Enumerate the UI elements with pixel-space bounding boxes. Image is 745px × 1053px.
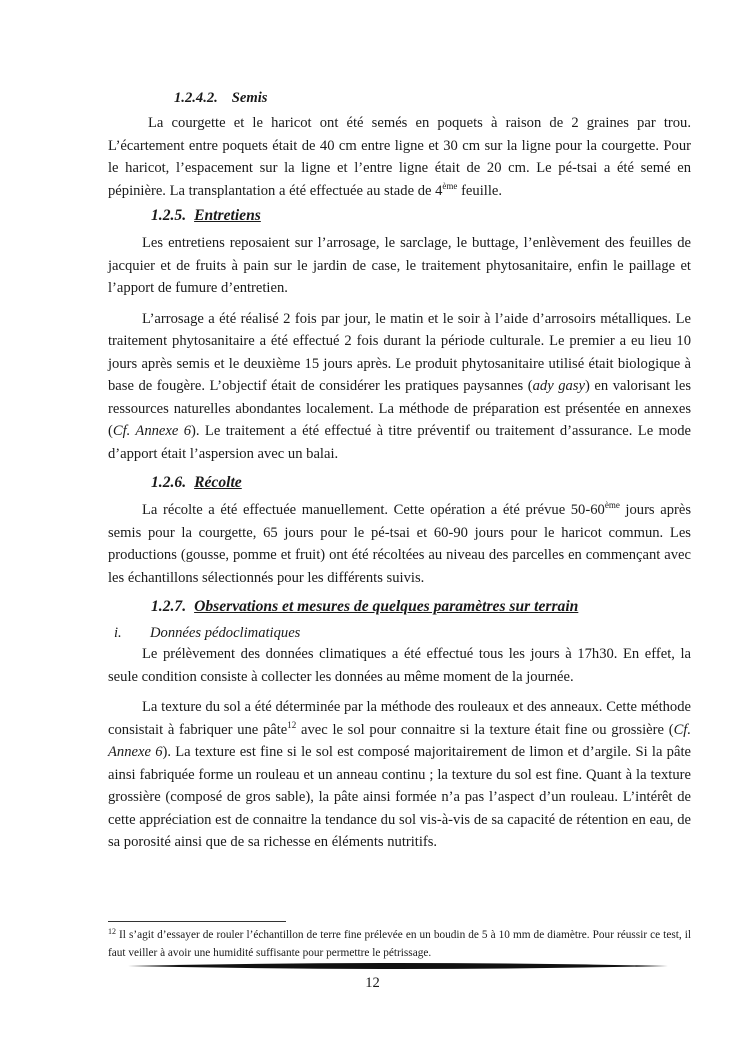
text-run: La texture du sol a été déterminée par la méthode des rouleaux et des anneaux. Cette méthode consistait à fabriquer une pâte	[108, 699, 691, 738]
section-heading-1-2-7	[151, 595, 691, 619]
section-title: Récolte	[194, 474, 242, 491]
section-heading-1-2-5	[151, 204, 691, 228]
footer-swoosh-divider	[128, 961, 668, 971]
section-title: Observations et mesures de quelques paramètres sur terrain	[194, 598, 579, 615]
subheading-title: Données pédoclimatiques	[150, 625, 301, 641]
text-run: La courgette et le haricot ont été semés en poquets à raison de 2 graines par trou. L’écartement entre poquets était de 40 cm entre ligne et 30 cm sur la ligne pour la courgette. Pour le haricot, l’espacement sur la ligne et l’entre ligne était de 20 cm. Le pé-tsai a été semé en pépinière. La transplantation a été effectuée au stade de 4	[108, 115, 691, 199]
paragraph-donnees-1: Le prélèvement des données climatiques a été effectué tous les jours à 17h30. En effet, la seule condition consiste à collecter les données au même moment de la journée.	[108, 646, 691, 685]
page-number: 12	[365, 975, 380, 991]
text-run: L’arrosage a été réalisé 2 fois par jour, le matin et le soir à l’aide d’arrosoirs métalliques. Le traitement phytosanitaire a été effectué 2 fois durant la période culturale. Le premier a eu lieu 10 jours après semis et le deuxième 15 jours après. Le produit phytosanitaire utilisé était biologique à base de fougère. L’objectif était de considérer les pratiques paysannes (	[108, 310, 691, 394]
paragraph-recolte	[108, 499, 691, 589]
paragraph-donnees-2	[108, 696, 691, 854]
text-run: avec le sol pour connaitre si la texture était fine ou grossière (	[296, 721, 674, 738]
subheading-donnees-pedoclimatiques	[114, 623, 691, 643]
section-number: 1.2.5.	[151, 207, 187, 224]
footnote	[108, 926, 691, 962]
footnote-number: 12	[108, 927, 116, 936]
text-run: ). La texture est fine si le sol est composé majoritairement de limon et d’argile. Si la pâte ainsi fabriquée forme un rouleau et un anneau continu ; la texture du sol est fine. Quant à la texture grossière (composé de gros sable), la pâte ainsi formée n’a pas l’aspect d’un rouleau. L’intérêt de cette appréciation est de connaitre la tendance du sol vis-à-vis de sa capacité de rétention en eau, de sa porosité ainsi que de sa richesse en éléments nutritifs.	[108, 744, 691, 850]
section-title: Entretiens	[194, 207, 261, 224]
italic-run: ady gasy	[532, 378, 585, 394]
paragraph-semis	[108, 112, 691, 202]
section-title: Semis	[231, 90, 268, 106]
superscript: ème	[604, 500, 620, 510]
footnote-separator	[108, 921, 286, 922]
section-heading-1-2-6	[151, 471, 691, 495]
footnote-text: Il s’agit d’essayer de rouler l’échantillon de terre fine prélevée en un boudin de 5 à 10 mm de diamètre. Pour réussir ce test, il faut veiller à avoir une humidité suffisante pour permettre le pétrissage.	[108, 929, 691, 959]
page-body	[108, 86, 691, 854]
paragraph-entretiens-1: Les entretiens reposaient sur l’arrosage, le sarclage, le buttage, l’enlèvement des feuilles de jacquier et de fruits à pain sur le jardin de case, le traitement phytosanitaire, enfin le paillage et l’apport de fumure d’entretien.	[108, 235, 691, 296]
text-run: La récolte a été effectuée manuellement. Cette opération a été prévue 50-60	[142, 502, 605, 518]
text-run: jours après semis pour la courgette, 65 jours pour le pé-tsai et 60-90 jours pour le haricot commun. Les productions (gousse, pomme et fruit) ont été récoltées au niveau des parcelles en commençant avec les échantillons sélectionnés pour les différents suivis.	[108, 502, 692, 586]
paragraph-entretiens-2	[108, 308, 691, 466]
text-run: feuille.	[457, 182, 502, 199]
section-number: 1.2.6.	[151, 474, 187, 491]
footnote-marker: 12	[287, 719, 297, 730]
annex-reference: Cf. Annexe 6	[112, 423, 192, 439]
superscript: ème	[442, 180, 458, 191]
annex-reference: Cf. Annexe 6	[108, 721, 691, 760]
text-run: ). Le traitement a été effectué à titre préventif ou traitement d’assurance. Le mode d’apport était l’aspersion avec un balai.	[108, 423, 691, 462]
section-number: 1.2.4.2.	[174, 90, 218, 106]
roman-numeral: i.	[114, 625, 122, 641]
text-run: ) en valorisant les ressources naturelles abondantes localement. La méthode de préparation est présentée en annexes (	[108, 378, 691, 439]
section-number: 1.2.7.	[151, 598, 187, 615]
section-heading-1-2-4-2	[174, 86, 691, 110]
